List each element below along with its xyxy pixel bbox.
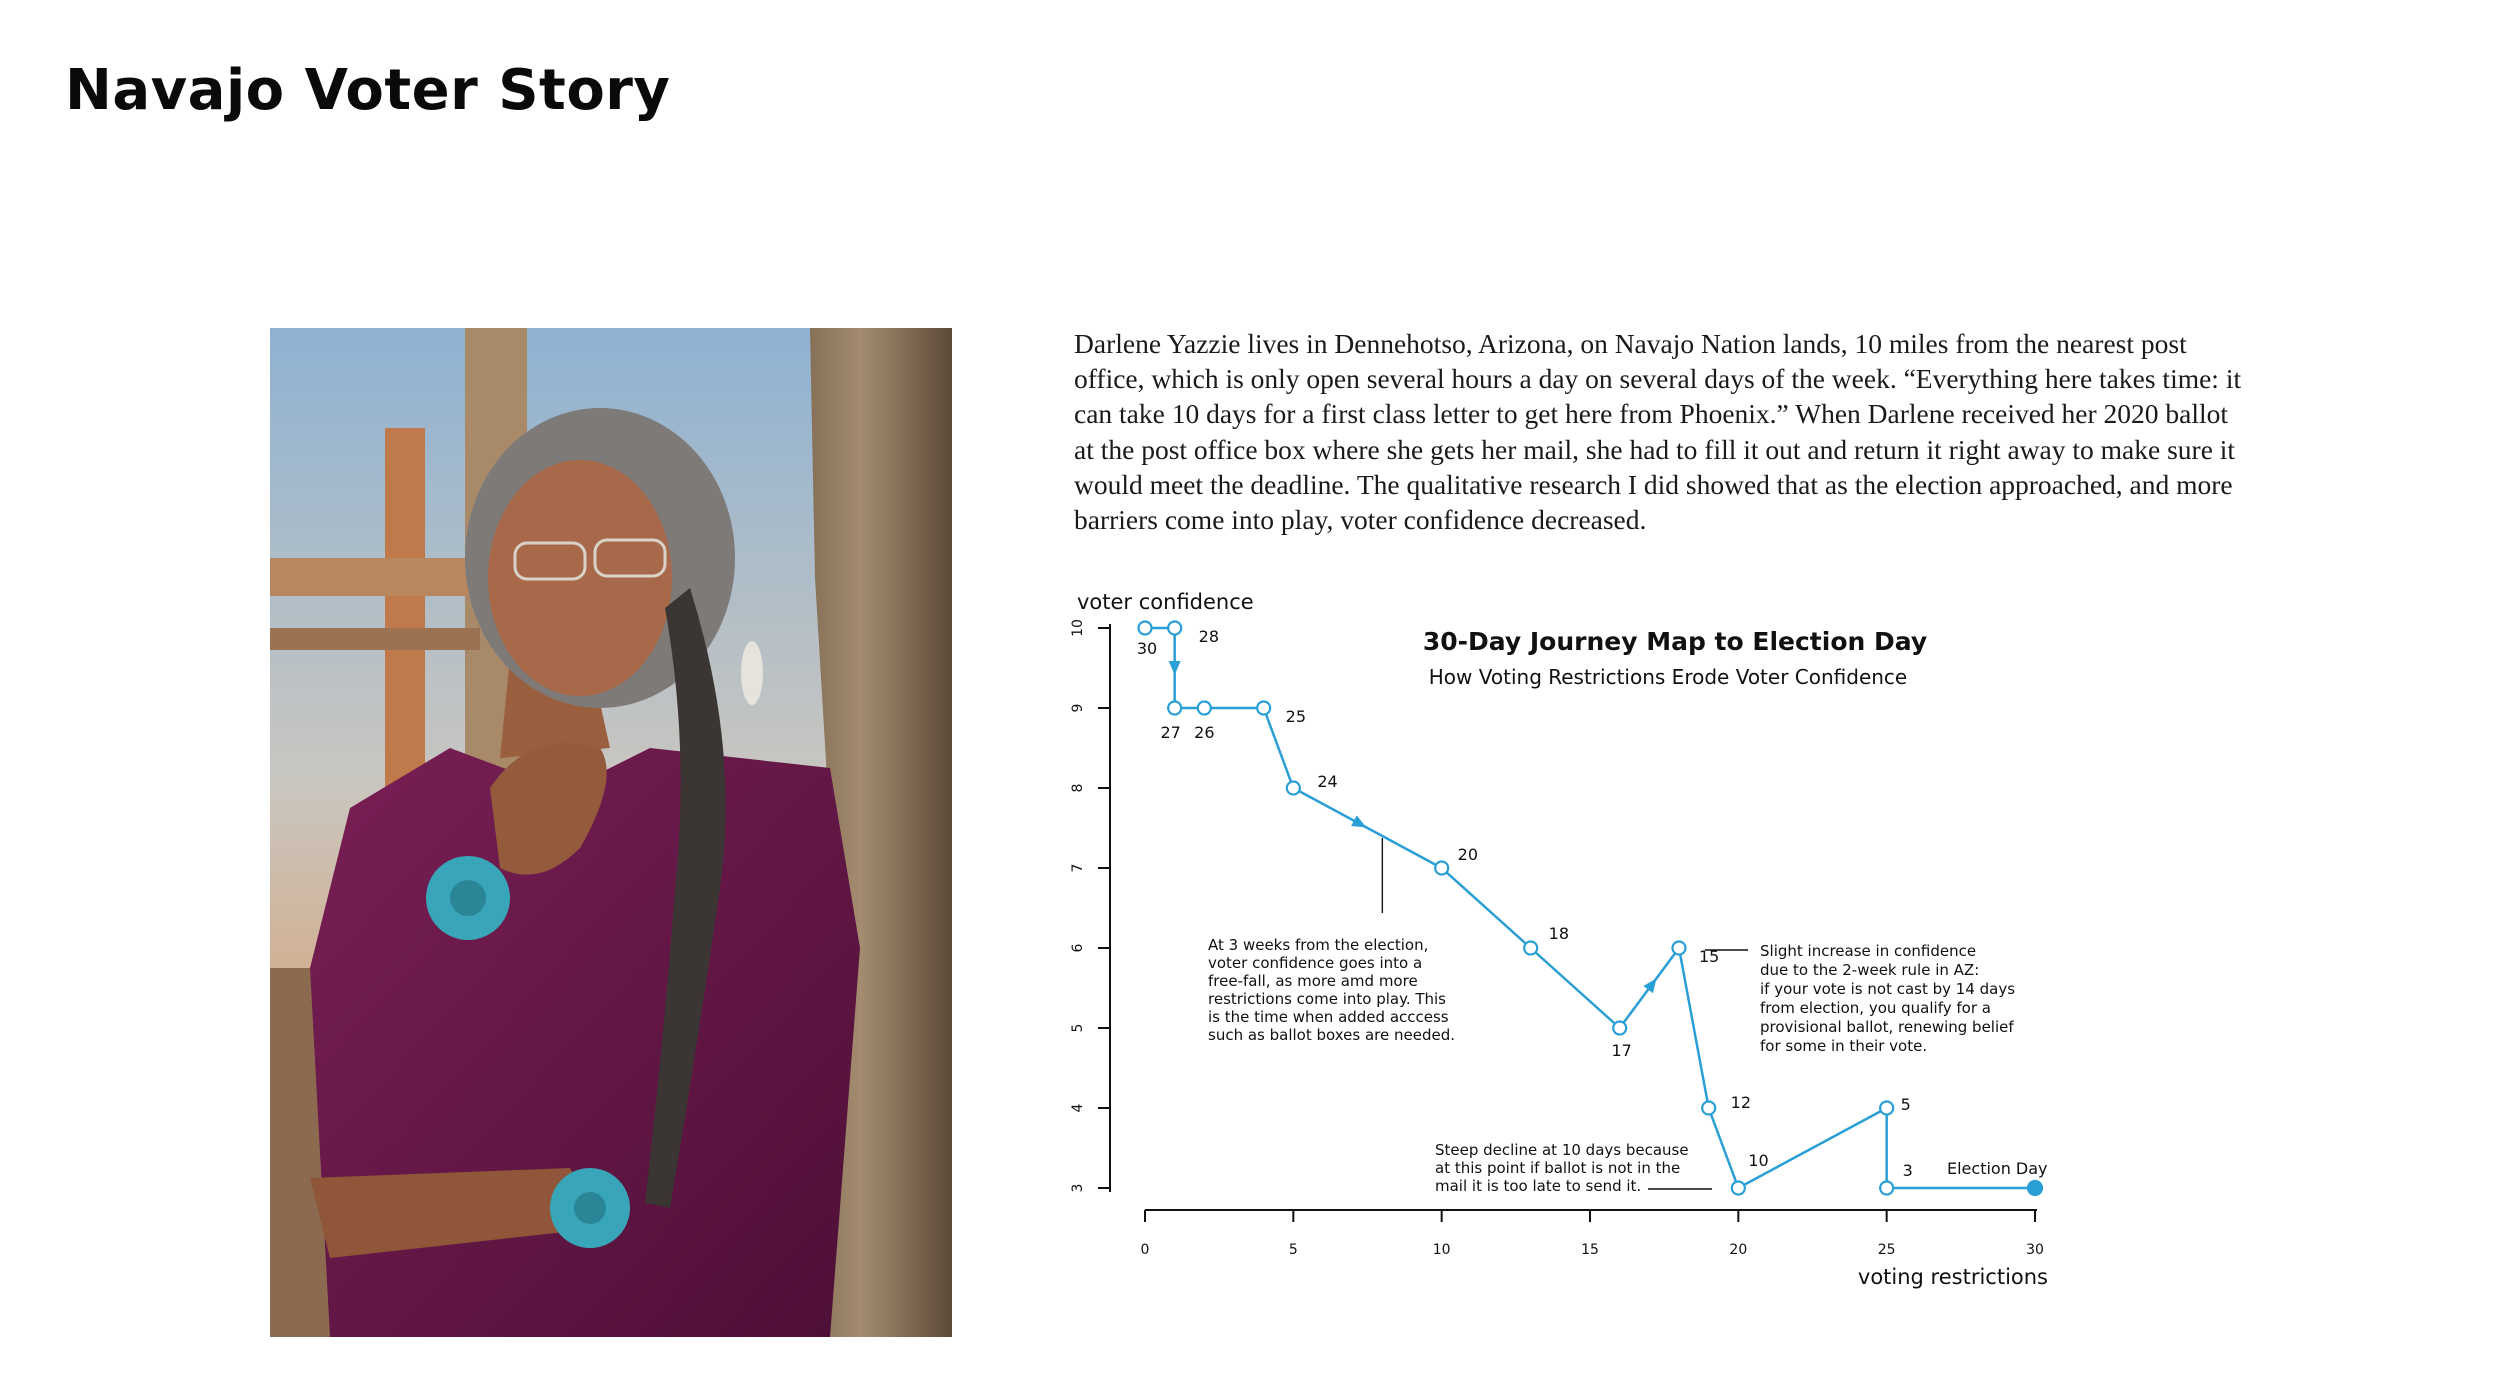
data-label: 12 [1730,1093,1752,1112]
y-tick-label: 5 [1070,1023,1086,1033]
data-label: 3 [1902,1161,1913,1180]
chart-title: 30-Day Journey Map to Election Day [1422,627,1928,656]
data-label: 26 [1194,723,1215,742]
y-tick-label: 6 [1070,943,1086,953]
direction-arrow [1169,661,1181,675]
x-tick-label: 20 [1729,1242,1748,1258]
annotation-text: Steep decline at 10 days because [1435,1141,1689,1159]
data-point [1287,782,1300,795]
data-label: 30 [1136,639,1158,658]
annotation-text: if your vote is not cast by 14 days [1760,980,2016,998]
annotation-text: Slight increase in confidence [1760,942,1977,960]
y-tick-label: 4 [1070,1103,1086,1113]
x-tick-label: 10 [1432,1242,1451,1258]
chart-subtitle: How Voting Restrictions Erode Voter Confidence [1428,665,1908,689]
story-paragraph: Darlene Yazzie lives in Dennehotso, Arizona, on Navajo Nation lands, 10 miles from the nearest post office, which is only open several hours a day on several days of the week. “Everything here takes time: it can take 10 days for a first class letter to get here from Phoenix.” When Darlene received her 2020 ballot at the post office box where she gets her mail, she had to fill it out and return it right away to make sure it would meet the deadline. The qualitative research I did showed that as the election approached, and more barriers come into play, voter confidence decreased. [1074,328,2242,536]
annotation-text: provisional ballot, renewing belief [1760,1018,2014,1036]
x-tick-label: 25 [1877,1242,1896,1258]
data-label: 27 [1160,723,1181,742]
data-label: 28 [1198,627,1220,646]
annotation-text: is the time when added acccess [1208,1008,1449,1026]
y-tick-label: 8 [1070,783,1086,793]
y-tick-label: 9 [1070,703,1086,713]
x-tick-label: 30 [2026,1242,2044,1258]
annotation-text: mail it is too late to send it. [1435,1177,1642,1195]
data-point [1673,942,1686,955]
data-label: 24 [1317,772,1338,791]
annotation-text: restrictions come into play. This [1208,990,1447,1008]
y-tick-label: 7 [1070,863,1086,873]
page-title: Navajo Voter Story [65,58,671,123]
series-line [1145,628,2035,1188]
y-tick-label: 10 [1070,619,1086,637]
data-label: 18 [1548,924,1570,943]
annotation-text: due to the 2-week rule in AZ: [1760,961,1980,979]
annotation-text: At 3 weeks from the election, [1208,936,1429,954]
direction-arrow [1351,815,1369,832]
data-label: 15 [1699,947,1720,966]
portrait-photo [270,328,952,1337]
x-tick-label: 15 [1581,1242,1599,1258]
direction-arrow [1643,975,1661,993]
data-label: 17 [1611,1041,1632,1060]
data-point [1435,862,1448,875]
data-label: 10 [1748,1151,1769,1170]
election-day-point [2028,1181,2042,1195]
data-point [1168,622,1181,635]
data-point [1524,942,1537,955]
data-label: 25 [1285,707,1307,726]
data-point [1257,702,1270,715]
x-axis-label: voting restrictions [1857,1265,2048,1289]
data-point [1732,1182,1745,1195]
election-day-label: Election Day [1947,1159,2048,1178]
x-tick-label: 0 [1140,1242,1150,1258]
data-point [1880,1102,1893,1115]
data-point [1613,1022,1626,1035]
y-axis-label: voter confidence [1077,590,1254,614]
y-tick-label: 3 [1070,1183,1086,1193]
x-tick-label: 5 [1288,1242,1298,1258]
annotation-text: free-fall, as more amd more [1208,972,1418,990]
data-point [1198,702,1211,715]
annotation-text: at this point if ballot is not in the [1435,1159,1681,1177]
annotation-text: voter confidence goes into a [1208,954,1423,972]
annotation-text: for some in their vote. [1760,1037,1928,1055]
data-point [1702,1102,1715,1115]
data-label: 5 [1900,1095,1911,1114]
annotation-text: such as ballot boxes are needed. [1208,1026,1455,1044]
data-point [1139,622,1152,635]
data-point [1168,702,1181,715]
data-point [1880,1182,1893,1195]
data-label: 20 [1457,845,1479,864]
annotation-text: from election, you qualify for a [1760,999,1991,1017]
